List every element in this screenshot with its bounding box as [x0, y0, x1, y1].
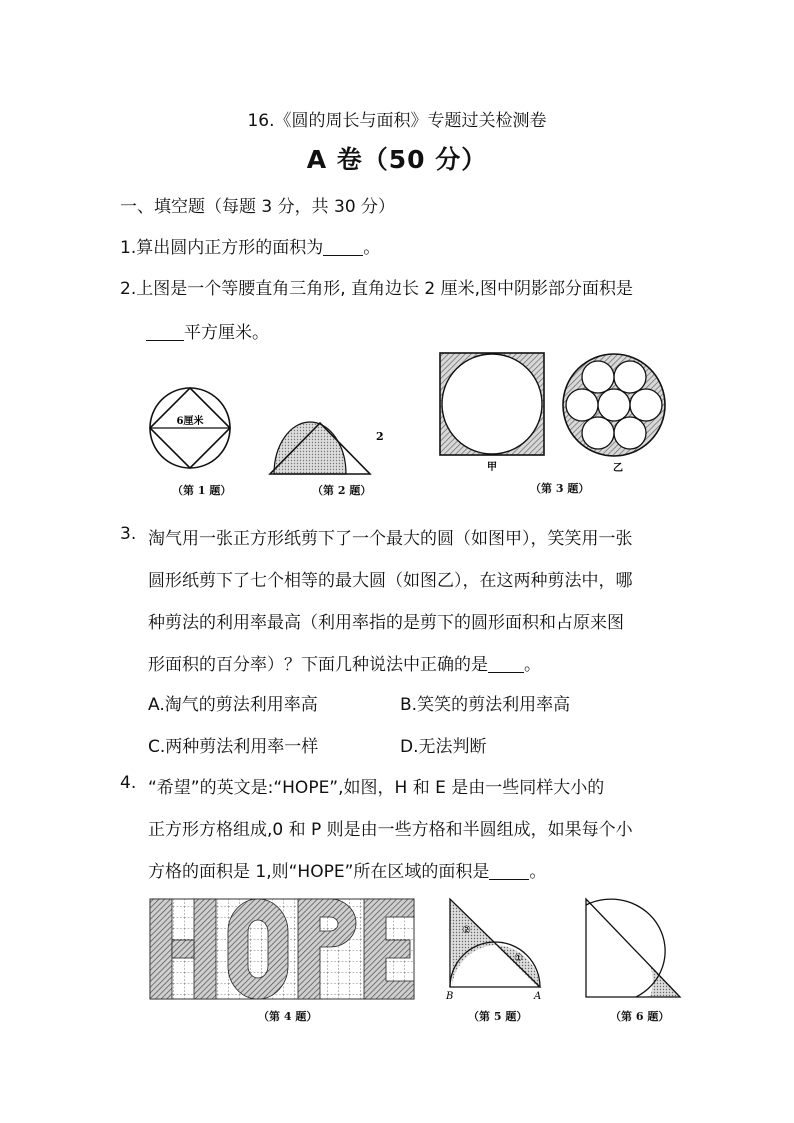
- figure-3-square-one-circle: [440, 353, 544, 473]
- figure-1-diameter-label: 6厘米: [176, 416, 204, 427]
- figure-6-triangle-quarter-circle: [586, 899, 680, 997]
- question-3-line-4: 形面积的百分率）？下面几种说法中正确的是 。: [148, 655, 541, 675]
- figures-row-1: [140, 345, 700, 505]
- answer-blank-4[interactable]: [489, 862, 529, 880]
- caption-figure-5: （第 5 题）: [468, 1010, 528, 1023]
- figures-row-2: [140, 895, 700, 1005]
- question-1-text: 1.算出圆内正方形的面积为: [120, 238, 324, 258]
- figure-5-label-a: A: [534, 991, 542, 1002]
- figure-3-circle-seven-circles: [563, 354, 665, 474]
- answer-blank-1[interactable]: [323, 238, 363, 256]
- answer-blank-2[interactable]: [146, 323, 184, 341]
- figure-5-region-2: ②: [462, 925, 471, 936]
- question-3-number: 3.: [120, 524, 137, 544]
- option-c[interactable]: C.两种剪法利用率一样: [148, 737, 319, 757]
- figure-2-leg-label: 2: [376, 430, 384, 443]
- figure-5-triangle-semicircle: [445, 899, 541, 1002]
- option-b[interactable]: B.笑笑的剪法利用率高: [400, 695, 571, 715]
- page-title: 16.《圆的周长与面积》专题过关检测卷: [247, 111, 547, 131]
- page-subtitle: A 卷（50 分）: [306, 145, 488, 174]
- caption-figure-2: （第 2 题）: [312, 484, 372, 497]
- question-4-line-3: 方格的面积是 1,则“HOPE”所在区域的面积是 。: [148, 862, 547, 882]
- question-4-line-1: “希望”的英文是:“HOPE”,如图，H 和 E 是由一些同样大小的: [148, 778, 605, 798]
- question-1: 1.算出圆内正方形的面积为 。: [120, 238, 381, 258]
- option-a[interactable]: A.淘气的剪法利用率高: [148, 695, 318, 715]
- section-heading: 一、填空题（每题 3 分，共 30 分）: [120, 197, 396, 217]
- figure-5-label-b: B: [446, 991, 454, 1002]
- figure-1-circle-square: [150, 388, 230, 468]
- question-3-line-3: 种剪法的利用率最高（利用率指的是剪下的圆形面积和占原来图: [148, 613, 624, 633]
- figure-3-label-yi: 乙: [613, 463, 623, 474]
- caption-figure-4: （第 4 题）: [258, 1010, 318, 1023]
- question-3-line-1: 淘气用一张正方形纸剪下了一个最大的圆（如图甲），笑笑用一张: [148, 529, 633, 549]
- caption-figure-1: （第 1 题）: [172, 484, 232, 497]
- option-d[interactable]: D.无法判断: [400, 737, 487, 757]
- caption-figure-3: （第 3 题）: [530, 482, 590, 495]
- figure-4-hope: [150, 899, 414, 999]
- figure-3-label-jia: 甲: [487, 462, 497, 473]
- caption-figure-6: （第 6 题）: [610, 1010, 670, 1023]
- question-4-number: 4.: [120, 773, 137, 793]
- question-2-line-2: 平方厘米。: [146, 318, 269, 343]
- answer-blank-3[interactable]: [488, 655, 524, 673]
- question-3-line-2: 圆形纸剪下了七个相等的最大圆（如图乙），在这两种剪法中，哪: [148, 571, 633, 591]
- question-2-line-1: 2.上图是一个等腰直角三角形, 直角边长 2 厘米,图中阴影部分面积是: [120, 279, 634, 299]
- figure-2-triangle: [270, 422, 384, 474]
- question-4-line-2: 正方形方格组成,0 和 P 则是由一些方格和半圆组成，如果每个小: [148, 820, 633, 840]
- figure-5-region-1: ①: [514, 953, 523, 964]
